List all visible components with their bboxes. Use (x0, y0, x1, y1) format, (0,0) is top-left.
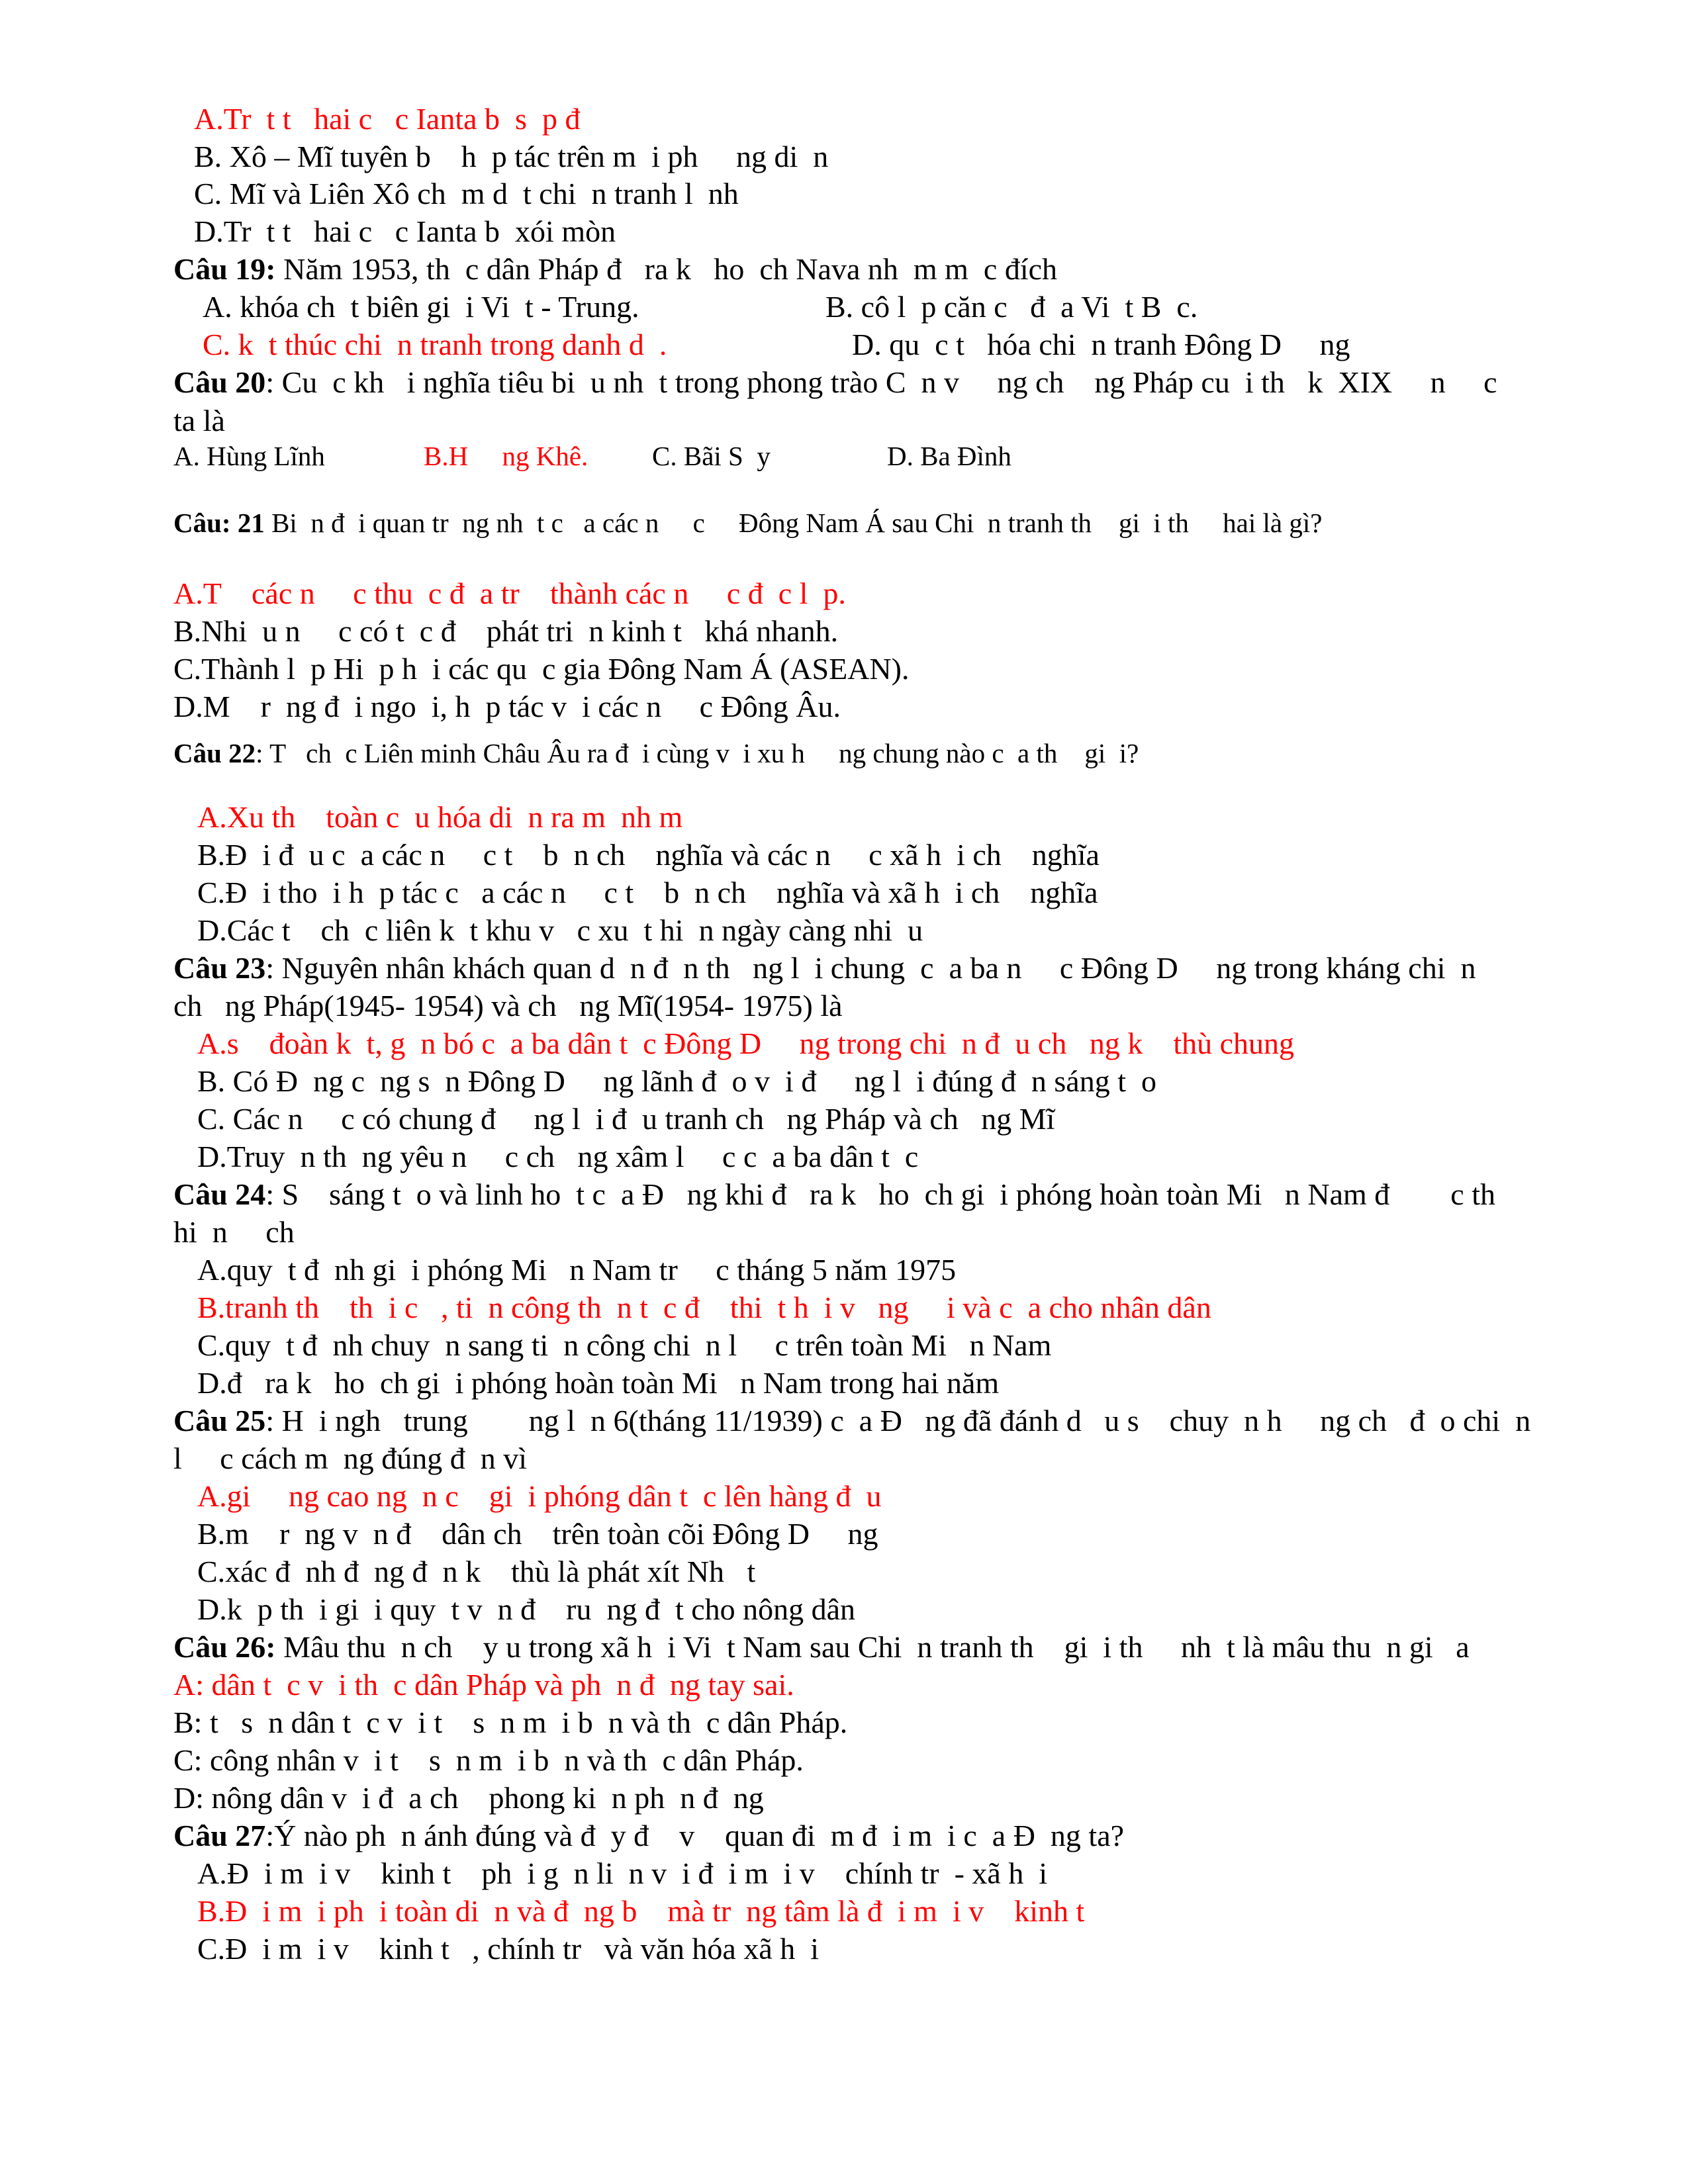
q19-option-c: C. k t thúc chi n tranh trong danh d . (203, 328, 667, 361)
q24-option-d: D.đ ra k ho ch gi i phóng hoàn toàn Mi n Nam trong hai năm (197, 1366, 1000, 1400)
q19-option-d: D. qu c t hóa chi n tranh Đông D ng (852, 328, 1350, 361)
question-19: Câu 19: Năm 1953, th c dân Pháp đ ra k ho ch Nava nh m m c đích (173, 252, 1058, 286)
q23-option-b: B. Có Đ ng c ng s n Đông D ng lãnh đ o v i đ ng l i đúng đ n sáng t o (197, 1064, 1156, 1098)
question-20: Câu 20: Cu c kh i nghĩa tiêu bi u nh t trong phong trào C n v ng ch ng Pháp cu i th k XIX n c (173, 365, 1497, 399)
q26-option-d: D: nông dân v i đ a ch phong ki n ph n đ ng (173, 1781, 764, 1815)
q20-option-b: B.H ng Khê. (424, 441, 588, 471)
q25-option-b: B.m r ng v n đ dân ch trên toàn cõi Đông D ng (197, 1517, 878, 1551)
q22-option-c: C.Đ i tho i h p tác c a các n c t b n ch nghĩa và xã h i ch nghĩa (197, 876, 1098, 909)
q18-option-d: D.Tr t t hai c c Ianta b xói mòn (194, 214, 616, 248)
question-26: Câu 26: Mâu thu n ch y u trong xã h i Vi t Nam sau Chi n tranh th gi i th nh t là mâu thu n gi a (173, 1630, 1470, 1664)
question-22: Câu 22: T ch c Liên minh Châu Âu ra đ i cùng v i xu h ng chung nào c a th gi i? (173, 738, 1139, 768)
q24-option-a: A.quy t đ nh gi i phóng Mi n Nam tr c tháng 5 năm 1975 (197, 1253, 957, 1287)
question-23: Câu 23: Nguyên nhân khách quan d n đ n th ng l i chung c a ba n c Đông D ng trong kháng chi n (173, 951, 1476, 985)
q23-option-c: C. Các n c có chung đ ng l i đ u tranh ch ng Pháp và ch ng Mĩ (197, 1102, 1055, 1136)
q18-option-c: C. Mĩ và Liên Xô ch m d t chi n tranh l nh (194, 177, 739, 210)
q27-option-c: C.Đ i m i v kinh t , chính tr và văn hóa xã h i (197, 1932, 820, 1966)
q25-option-a: A.gi ng cao ng n c gi i phóng dân t c lên hàng đ u (197, 1479, 882, 1513)
q18-option-a: A.Tr t t hai c c Ianta b s p đ (194, 102, 581, 136)
question-24-cont: hi n ch (173, 1215, 295, 1249)
q26-option-a: A: dân t c v i th c dân Pháp và ph n đ ng tay sai. (173, 1668, 794, 1702)
q20-option-c: C. Bãi S y (652, 441, 771, 471)
question-23-cont: ch ng Pháp(1945- 1954) và ch ng Mĩ(1954- 1975) là (173, 989, 843, 1023)
q19-option-a: A. khóa ch t biên gi i Vi t - Trung. (203, 290, 639, 324)
q21-option-b: B.Nhi u n c có t c đ phát tri n kinh t khá nhanh. (173, 614, 839, 648)
q21-option-c: C.Thành l p Hi p h i các qu c gia Đông Nam Á (ASEAN). (173, 652, 910, 686)
question-25-cont: l c cách m ng đúng đ n vì (173, 1441, 528, 1475)
q27-option-b: B.Đ i m i ph i toàn di n và đ ng b mà tr ng tâm là đ i m i v kinh t (197, 1894, 1085, 1928)
q21-option-a: A.T các n c thu c đ a tr thành các n c đ c l p. (173, 576, 846, 610)
q20-option-d: D. Ba Đình (887, 441, 1011, 471)
q24-option-c: C.quy t đ nh chuy n sang ti n công chi n l c trên toàn Mi n Nam (197, 1328, 1052, 1362)
q23-option-a: A.s đoàn k t, g n bó c a ba dân t c Đông D ng trong chi n đ u ch ng k thù chung (197, 1026, 1295, 1060)
q25-option-d: D.k p th i gi i quy t v n đ ru ng đ t cho nông dân (197, 1592, 856, 1626)
q25-option-c: C.xác đ nh đ ng đ n k thù là phát xít Nh t (197, 1555, 756, 1588)
question-21: Câu: 21 Bi n đ i quan tr ng nh t c a các n c Đông Nam Á sau Chi n tranh th gi i th hai là gì? (173, 508, 1323, 538)
q19-option-b: B. cô l p căn c đ a Vi t B c. (825, 290, 1198, 324)
q24-option-b: B.tranh th th i c , ti n công th n t c đ thi t h i v ng i và c a cho nhân dân (197, 1291, 1211, 1324)
q18-option-b: B. Xô – Mĩ tuyên b h p tác trên m i ph ng di n (194, 140, 829, 173)
question-25: Câu 25: H i ngh trung ng l n 6(tháng 11/1939) c a Đ ng đã đánh d u s chuy n h ng ch đ o chi n (173, 1404, 1531, 1437)
q21-option-d: D.M r ng đ i ngo i, h p tác v i các n c Đông Âu. (173, 690, 841, 723)
question-27: Câu 27:Ý nào ph n ánh đúng và đ y đ v quan đi m đ i m i c a Đ ng ta? (173, 1819, 1125, 1852)
q26-option-c: C: công nhân v i t s n m i b n và th c dân Pháp. (173, 1743, 804, 1777)
q20-option-a: A. Hùng Lĩnh (173, 441, 325, 471)
q22-option-a: A.Xu th toàn c u hóa di n ra m nh m (197, 800, 683, 834)
question-24: Câu 24: S sáng t o và linh ho t c a Đ ng khi đ ra k ho ch gi i phóng hoàn toàn Mi n Nam đ c th (173, 1177, 1495, 1211)
q22-option-b: B.Đ i đ u c a các n c t b n ch nghĩa và các n c xã h i ch nghĩa (197, 838, 1100, 872)
q26-option-b: B: t s n dân t c v i t s n m i b n và th c dân Pháp. (173, 1706, 848, 1739)
q22-option-d: D.Các t ch c liên k t khu v c xu t hi n ngày càng nhi u (197, 913, 923, 947)
q23-option-d: D.Truy n th ng yêu n c ch ng xâm l c c a ba dân t c (197, 1140, 919, 1173)
q27-option-a: A.Đ i m i v kinh t ph i g n li n v i đ i m i v chính tr - xã h i (197, 1856, 1048, 1890)
question-20-cont: ta là (173, 404, 225, 437)
